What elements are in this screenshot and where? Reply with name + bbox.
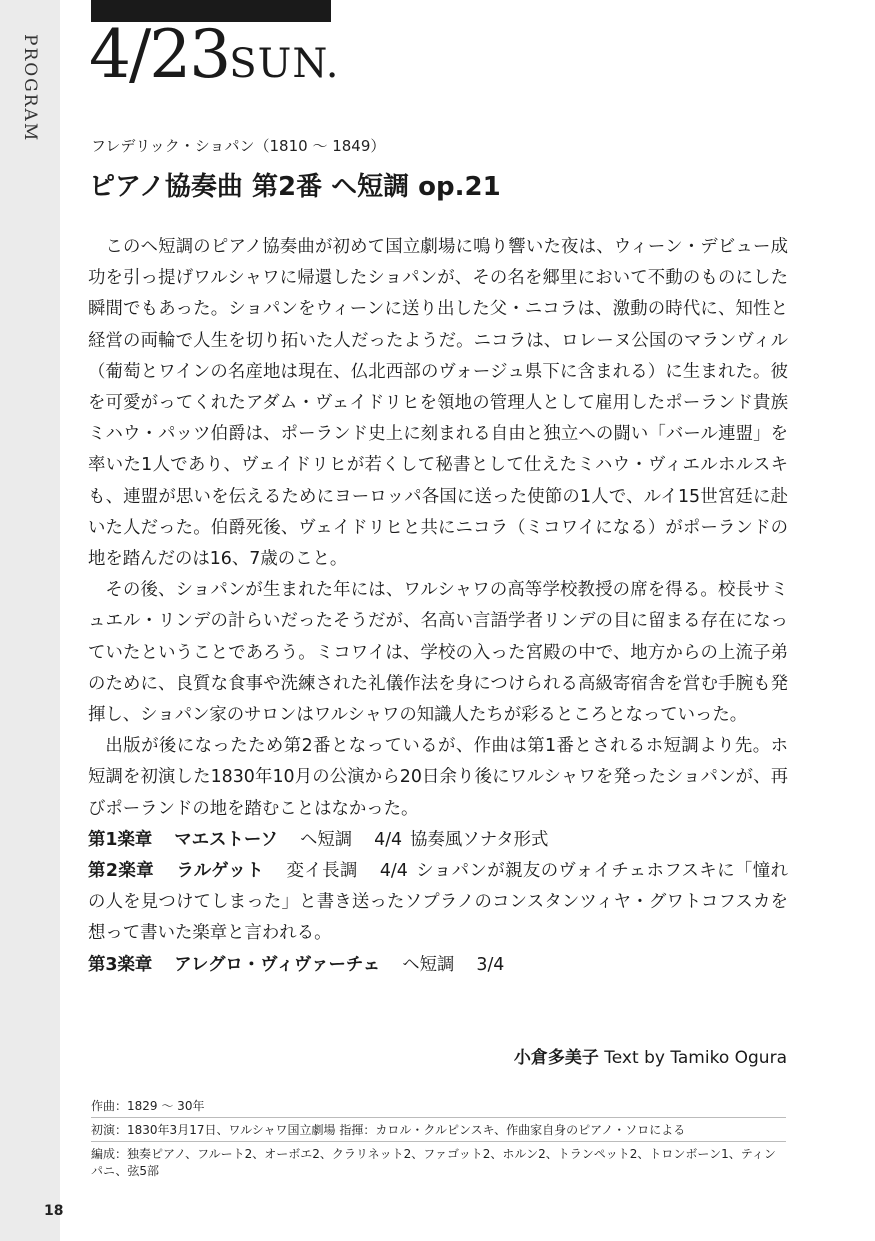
movement-note: ショパンが親友のヴォイチェホフスキに「憧れの人を見つけてしまった」と書き送ったソプラノのコンスタンツィヤ・グワトコフスカを想って書いた楽章と言われる。	[88, 861, 788, 944]
composed-label: 作曲：	[91, 1099, 128, 1113]
composed-value: 1829 ～ 30年	[127, 1099, 205, 1113]
instrumentation-row	[91, 1141, 786, 1182]
movement-key: ヘ短調	[299, 829, 353, 850]
movement-number: 第3楽章	[88, 954, 153, 975]
date-weekday: SUN.	[229, 41, 340, 87]
movement-3	[88, 950, 788, 981]
movement-meter: 4/4	[379, 861, 408, 882]
paragraph: 出版が後になったため第2番となっているが、作曲は第1番とされるホ短調より先。ホ短調を初演した1830年10月の公演から20日余り後にワルシャワを発ったショパンが、再びポーランドの地を踏むことはなかった。	[88, 736, 788, 819]
premiere-value: 1830年3月17日、ワルシャワ国立劇場 指揮：カロル・クルピンスキ、作曲家自身のピアノ・ソロによる	[127, 1123, 686, 1137]
page-number: 18	[44, 1203, 64, 1219]
author-credit	[514, 1043, 787, 1068]
movement-note: 協奏風ソナタ形式	[410, 829, 549, 850]
instrumentation-value: 独奏ピアノ、フルート2、オーボエ2、クラリネット2、ファゴット2、ホルン2、トランペット2、トロンボーン1、ティンパニ、弦5部	[91, 1147, 776, 1178]
movement-2	[88, 856, 788, 950]
paragraph: その後、ショパンが生まれた年には、ワルシャワの高等学校教授の席を得る。校長サミュエル・リンデの計らいだったそうだが、名高い言語学者リンデの目に留まる存在になっていたということであろう。ミコワイは、学校の入った宮殿の中で、地方からの上流子弟のために、良質な食事や洗練された礼儀作法を身につけられる高級寄宿舎を営む手腕も発揮し、ショパン家のサロンはワルシャワの知識人たちが彩るところとなっていった。	[88, 580, 788, 726]
composer-name: フレデリック・ショパン（1810 ～ 1849）	[91, 137, 386, 155]
concert-date	[89, 16, 340, 93]
movement-number: 第1楽章	[88, 829, 153, 850]
movement-key: 変イ長調	[286, 861, 358, 882]
author-byline: Text by Tamiko Ogura	[604, 1048, 787, 1068]
date-day: 4/23	[89, 16, 230, 93]
composed-row	[91, 1094, 786, 1117]
section-label: PROGRAM	[20, 34, 40, 143]
movement-tempo: マエストーソ	[174, 829, 278, 850]
movement-meter: 4/4	[374, 829, 403, 850]
work-title: ピアノ協奏曲 第2番 ヘ短調 op.21	[89, 172, 501, 202]
movement-tempo: アレグロ・ヴィヴァーチェ	[174, 954, 381, 975]
premiere-label: 初演：	[91, 1123, 128, 1137]
movement-number: 第2楽章	[88, 861, 155, 882]
movement-meter: 3/4	[476, 954, 505, 975]
premiere-row	[91, 1117, 786, 1141]
side-band	[0, 0, 60, 1241]
author-name: 小倉多美子	[513, 1048, 599, 1068]
movement-tempo: ラルゲット	[176, 861, 265, 882]
paragraph: このヘ短調のピアノ協奏曲が初めて国立劇場に鳴り響いた夜は、ウィーン・デビュー成功を引っ提げワルシャワに帰還したショパンが、その名を郷里において不動のものにした瞬間でもあった。ショパンをウィーンに送り出した父・ニコラは、激動の時代に、知性と経営の両輪で人生を切り拓いた人だったようだ。ニコラは、ロレーヌ公国のマランヴィル（葡萄とワインの名産地は現在、仏北西部のヴォージュ県下に含まれる）に生まれた。彼を可愛がってくれたアダム・ヴェイドリヒを領地の管理人として雇用したポーランド貴族ミハウ・パッツ伯爵は、ポーランド史上に刻まれる自由と独立への闘い「バール連盟」を率いた1人であり、ヴェイドリヒが若くして秘書として仕えたミハウ・ヴィエルホルスキも、連盟が思いを伝えるためにヨーロッパ各国に送った使節の1人で、ルイ15世宮廷に赴いた人だった。伯爵死後、ヴェイドリヒと共にニコラ（ミコワイになる）がポーランドの地を踏んだのは16、7歳のこと。	[88, 237, 788, 570]
movement-key: ヘ短調	[402, 954, 455, 975]
instrumentation-label: 編成：	[91, 1147, 128, 1161]
work-details	[91, 1094, 786, 1182]
program-notes	[88, 232, 788, 981]
movement-1	[88, 825, 788, 856]
